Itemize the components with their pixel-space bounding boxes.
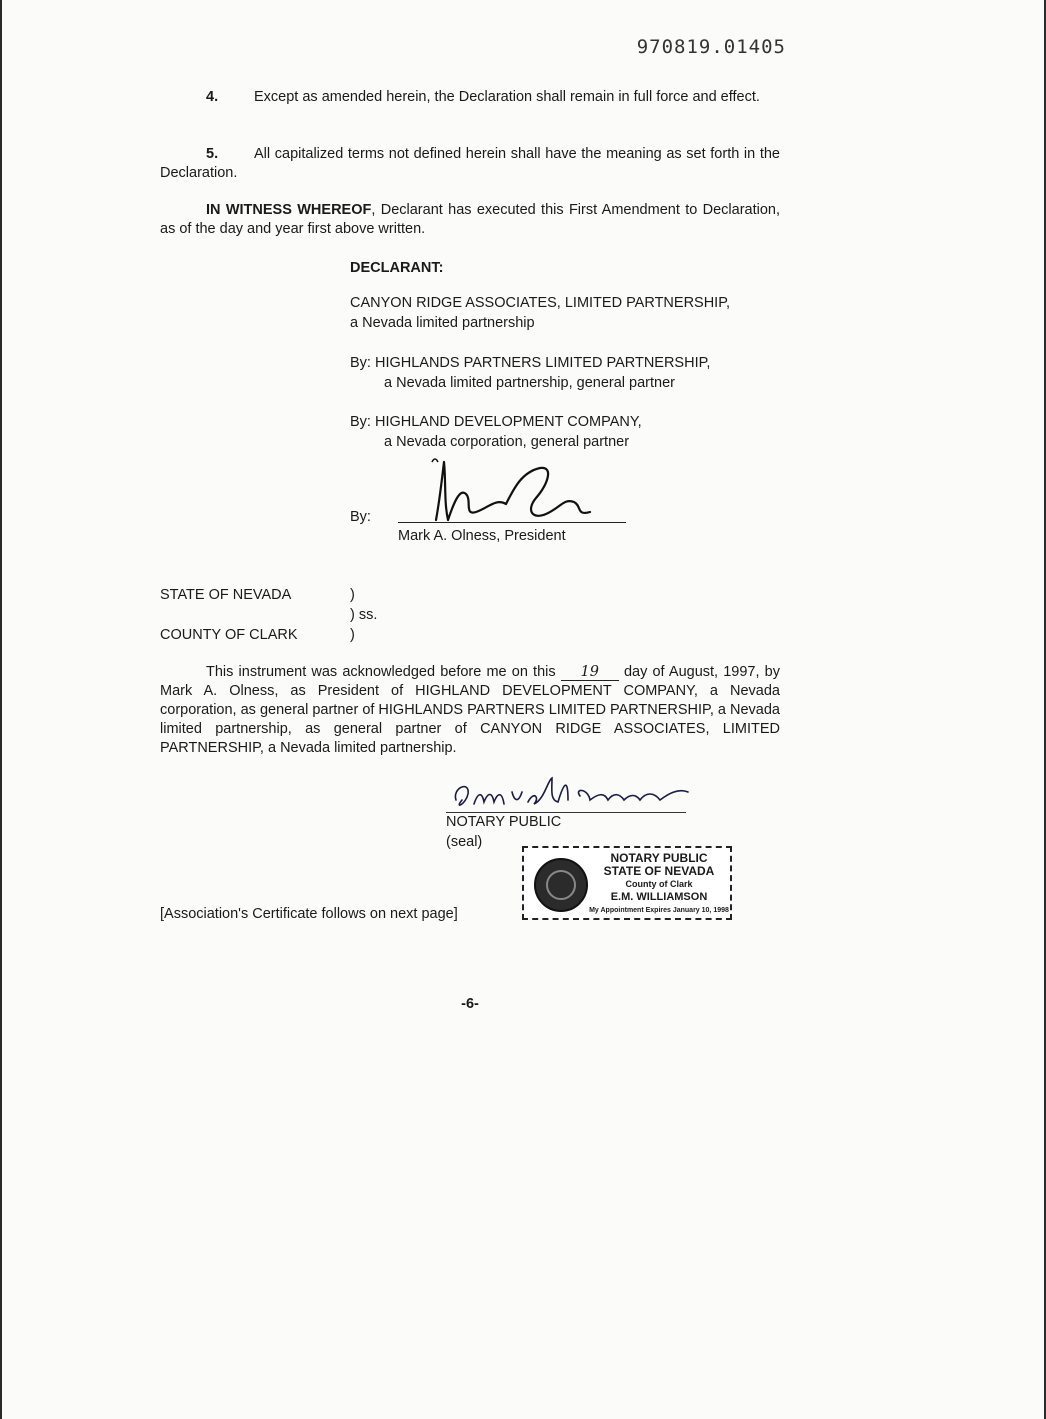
venue-paren-close: ): [350, 627, 355, 643]
paragraph-4-number: 4.: [206, 89, 219, 105]
stamp-line-5: My Appointment Expires January 10, 1998: [589, 907, 729, 914]
declarant-by-2: [350, 412, 642, 452]
acknowledgment-day: 19: [561, 664, 619, 681]
declarant-entity-desc: a Nevada limited partnership: [350, 315, 535, 331]
acknowledgment-after: day of August, 1997, by Mark A. Olness, as President of HIGHLAND DEVELOPMENT COMPANY, a Nevada corporation, as general partner of HIGHLANDS PARTNERS LIMITED PARTNERSHIP, a Nevada limited partnership, as general partner of CANYON RIDGE ASSOCIATES, LIMITED PARTNERSHIP, a Nevada limited partnership.: [160, 664, 780, 756]
paragraph-4: [160, 88, 780, 107]
document-number: 970819.01405: [636, 36, 786, 58]
notary-title: NOTARY PUBLIC: [446, 814, 562, 830]
signer-name: Mark A. Olness, President: [398, 528, 566, 544]
notary-stamp-text: [588, 852, 730, 917]
declarant-by-1-name: By: HIGHLANDS PARTNERS LIMITED PARTNERSHIP,: [350, 355, 711, 371]
notary-stamp: [522, 846, 732, 920]
venue-paren-open: ): [350, 587, 355, 603]
venue-state: STATE OF NEVADA: [160, 587, 292, 603]
declarant-by-1-desc: a Nevada limited partnership, general partner: [384, 375, 675, 391]
signature-line: [398, 522, 626, 523]
declarant-by-1: [350, 353, 710, 393]
venue-ss: ) ss.: [350, 607, 378, 623]
page-number: -6-: [461, 996, 479, 1012]
acknowledgment-before: This instrument was acknowledged before me on this: [206, 664, 556, 680]
signature-by-label: By:: [350, 509, 371, 525]
declarant-by-2-desc: a Nevada corporation, general partner: [384, 434, 630, 450]
certificate-note: [Association's Certificate follows on next page]: [160, 906, 458, 922]
witness-text: , Declarant has executed this First Amendment to Declaration, as of the day and year first above written.: [160, 202, 780, 237]
notary-seal-label: (seal): [446, 834, 483, 850]
declarant-heading: DECLARANT:: [350, 260, 444, 276]
paragraph-5: [160, 145, 780, 183]
witness-lead: IN WITNESS WHEREOF: [206, 202, 372, 218]
acknowledgment-paragraph: [160, 663, 780, 758]
stamp-line-4: E.M. WILLIAMSON: [610, 891, 708, 903]
declarant-by-2-name: By: HIGHLAND DEVELOPMENT COMPANY,: [350, 414, 642, 430]
stamp-line-1: NOTARY PUBLIC: [610, 851, 708, 865]
paragraph-5-text: All capitalized terms not defined herein shall have the meaning as set forth in the Declaration.: [160, 146, 780, 181]
paragraph-4-text: Except as amended herein, the Declaration shall remain in full force and effect.: [254, 89, 760, 105]
witness-paragraph: [160, 201, 780, 239]
declarant-entity: [350, 293, 730, 333]
venue-county: COUNTY OF CLARK: [160, 627, 298, 643]
state-seal-icon: [534, 858, 588, 912]
stamp-line-3: County of Clark: [625, 879, 693, 889]
paragraph-5-number: 5.: [206, 146, 219, 162]
stamp-line-2: STATE OF NEVADA: [603, 864, 715, 878]
declarant-entity-name: CANYON RIDGE ASSOCIATES, LIMITED PARTNERSHIP,: [350, 295, 731, 311]
